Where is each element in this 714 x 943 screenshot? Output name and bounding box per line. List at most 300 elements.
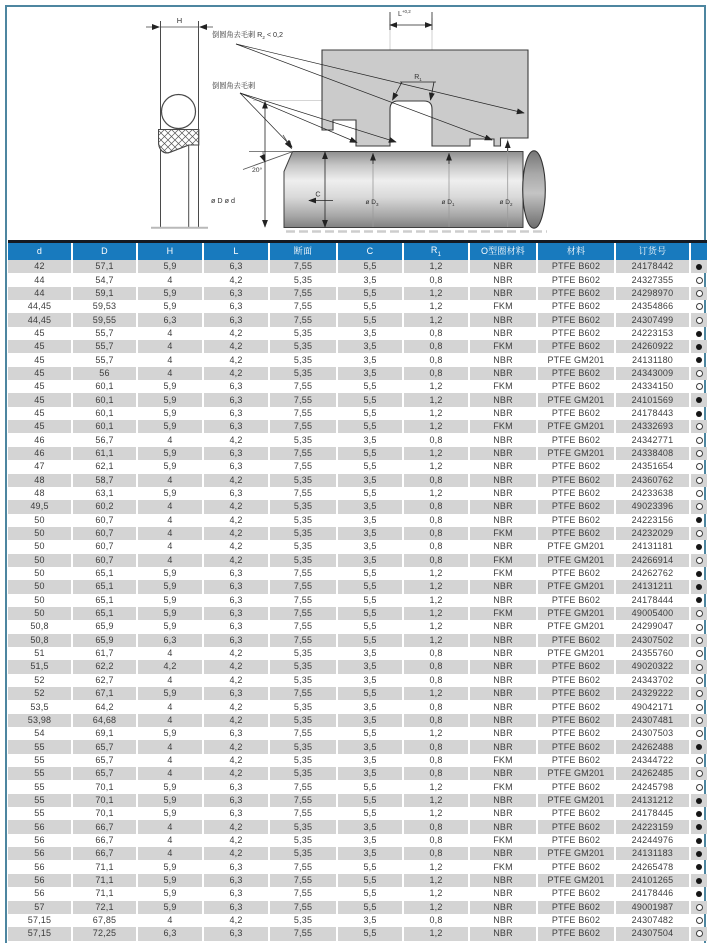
cell-H: 4 — [137, 527, 203, 540]
bore-dd-label: ø D ø d — [211, 196, 235, 205]
cell-R1: 0,8 — [403, 514, 469, 527]
cell-D: 57,1 — [72, 260, 137, 273]
cell-d: 56 — [34, 874, 45, 885]
cell-material: PTFE B602 — [537, 674, 615, 687]
cell-D: 72,25 — [72, 927, 137, 940]
cell-D: 55,7 — [72, 353, 137, 366]
cell-d: 51 — [34, 648, 45, 659]
cell-L: 4,2 — [203, 834, 269, 847]
availability-dot-filled — [696, 264, 702, 270]
cell-d: 50 — [34, 581, 45, 592]
cell-C: 3,5 — [337, 767, 403, 780]
cell-material: PTFE B602 — [537, 927, 615, 940]
cell-L: 4,2 — [203, 674, 269, 687]
cell-order-no: 24307502 — [615, 634, 690, 647]
availability-cell — [690, 874, 707, 887]
availability-dot-open — [696, 770, 703, 777]
cell-D: 64,68 — [72, 714, 137, 727]
availability-dot-open — [696, 530, 703, 537]
cell-section: 7,55 — [269, 567, 337, 580]
cell-D: 65,9 — [72, 620, 137, 633]
cell-d: 55 — [34, 754, 45, 765]
cell-oring-material: NBR — [469, 487, 537, 500]
dim-l — [390, 12, 432, 30]
cell-D: 59,55 — [72, 313, 137, 326]
cell-C: 5,5 — [337, 287, 403, 300]
table-row — [8, 540, 707, 553]
cell-section: 7,55 — [269, 807, 337, 820]
cell-order-no: 24131212 — [615, 794, 690, 807]
availability-dot-open — [696, 730, 703, 737]
cell-material: PTFE B602 — [537, 460, 615, 473]
cell-d: 48 — [34, 488, 45, 499]
cell-C: 3,5 — [337, 714, 403, 727]
cell-oring-material: NBR — [469, 674, 537, 687]
cell-L: 4,2 — [203, 714, 269, 727]
cell-H: 4 — [137, 474, 203, 487]
cell-order-no: 24355760 — [615, 647, 690, 660]
cell-C: 3,5 — [337, 327, 403, 340]
cell-D: 60,1 — [72, 420, 137, 433]
cell-order-no: 24131180 — [615, 353, 690, 366]
cell-C: 5,5 — [337, 727, 403, 740]
cell-R1: 0,8 — [403, 740, 469, 753]
table-row — [8, 714, 707, 727]
cell-material: PTFE B602 — [537, 634, 615, 647]
cell-oring-material: FKM — [469, 567, 537, 580]
cell-d: 50 — [34, 541, 45, 552]
cell-d: 55 — [34, 781, 45, 792]
cell-order-no: 24101569 — [615, 393, 690, 406]
cell-C: 5,5 — [337, 860, 403, 873]
cell-H: 4 — [137, 540, 203, 553]
table-row — [8, 567, 707, 580]
cell-d: 55 — [34, 741, 45, 752]
cell-L: 4,2 — [203, 700, 269, 713]
cell-section: 7,55 — [269, 460, 337, 473]
cell-H: 5,9 — [137, 860, 203, 873]
cell-d: 44 — [34, 287, 45, 298]
cell-H: 4 — [137, 740, 203, 753]
dia-d2-label: ø $D_2$ — [499, 199, 513, 207]
availability-cell — [690, 820, 707, 833]
cell-L: 4,2 — [203, 660, 269, 673]
cell-D: 59,1 — [72, 287, 137, 300]
cell-oring-material: NBR — [469, 407, 537, 420]
cell-material: PTFE GM201 — [537, 767, 615, 780]
cell-oring-material: NBR — [469, 393, 537, 406]
cell-oring-material: FKM — [469, 340, 537, 353]
cell-d: 56 — [34, 888, 45, 899]
cell-L: 4,2 — [203, 647, 269, 660]
cell-material: PTFE B602 — [537, 887, 615, 900]
cell-C: 5,5 — [337, 393, 403, 406]
availability-dot-filled — [696, 584, 702, 590]
cell-L: 4,2 — [203, 820, 269, 833]
availability-cell — [690, 914, 707, 927]
cell-oring-material: NBR — [469, 901, 537, 914]
cell-L: 6,3 — [203, 901, 269, 914]
cell-C: 3,5 — [337, 474, 403, 487]
cell-D: 65,1 — [72, 580, 137, 593]
cell-H: 5,9 — [137, 687, 203, 700]
cell-order-no: 24262485 — [615, 767, 690, 780]
cell-R1: 1,2 — [403, 874, 469, 887]
availability-cell — [690, 327, 707, 340]
table-row — [8, 580, 707, 593]
cell-H: 4 — [137, 554, 203, 567]
cell-R1: 0,8 — [403, 847, 469, 860]
cell-C: 5,5 — [337, 594, 403, 607]
cell-R1: 0,8 — [403, 914, 469, 927]
availability-cell — [690, 607, 707, 620]
cell-d: 54 — [34, 728, 45, 739]
availability-dot-open — [696, 757, 703, 764]
cell-oring-material: NBR — [469, 594, 537, 607]
cell-L: 4,2 — [203, 847, 269, 860]
cell-C: 3,5 — [337, 554, 403, 567]
cell-D: 55,7 — [72, 340, 137, 353]
cell-D: 61,7 — [72, 647, 137, 660]
availability-dot-open — [696, 317, 703, 324]
table-row — [8, 447, 707, 460]
availability-cell — [690, 567, 707, 580]
availability-cell — [690, 433, 707, 446]
availability-dot-open — [696, 490, 703, 497]
column-header-C: C — [337, 242, 403, 261]
dim-h-label: H — [176, 16, 183, 25]
cell-D: 66,7 — [72, 847, 137, 860]
cell-L: 6,3 — [203, 620, 269, 633]
availability-dot-filled — [696, 397, 702, 403]
table-row — [8, 474, 707, 487]
availability-dot-open — [696, 290, 703, 297]
radius-r1-label: $R_1$ — [414, 74, 422, 82]
cell-oring-material: FKM — [469, 780, 537, 793]
availability-cell — [690, 474, 707, 487]
cell-R1: 1,2 — [403, 380, 469, 393]
cell-material: PTFE GM201 — [537, 447, 615, 460]
cell-d: 45 — [34, 394, 45, 405]
availability-cell — [690, 620, 707, 633]
availability-cell — [690, 714, 707, 727]
cell-section: 5,35 — [269, 327, 337, 340]
availability-dot-open — [696, 370, 703, 377]
cell-material: PTFE B602 — [537, 660, 615, 673]
availability-dot-filled — [696, 597, 702, 603]
column-header-R1: $R_1$ — [403, 242, 469, 261]
cell-d: 50 — [34, 594, 45, 605]
cell-H: 4 — [137, 514, 203, 527]
cell-R1: 1,2 — [403, 927, 469, 940]
cell-material: PTFE B602 — [537, 313, 615, 326]
cell-H: 5,9 — [137, 380, 203, 393]
cell-d: 50 — [34, 568, 45, 579]
cell-L: 4,2 — [203, 474, 269, 487]
cell-d: 45 — [34, 341, 45, 352]
cell-order-no: 24178445 — [615, 807, 690, 820]
cell-C: 5,5 — [337, 687, 403, 700]
cell-oring-material: FKM — [469, 527, 537, 540]
availability-cell — [690, 273, 707, 286]
table-row — [8, 514, 707, 527]
cell-C: 3,5 — [337, 367, 403, 380]
cell-R1: 0,8 — [403, 540, 469, 553]
cell-d: 48 — [34, 474, 45, 485]
cell-D: 65,9 — [72, 634, 137, 647]
cell-material: PTFE B602 — [537, 914, 615, 927]
cell-order-no: 24245798 — [615, 780, 690, 793]
cell-oring-material: FKM — [469, 300, 537, 313]
cell-H: 4 — [137, 767, 203, 780]
table-row — [8, 594, 707, 607]
table-row — [8, 527, 707, 540]
availability-cell — [690, 393, 707, 406]
table-row — [8, 874, 707, 887]
cell-D: 60,1 — [72, 380, 137, 393]
cell-d: 55 — [34, 808, 45, 819]
cell-section: 7,55 — [269, 780, 337, 793]
cell-C: 5,5 — [337, 780, 403, 793]
cell-section: 7,55 — [269, 447, 337, 460]
cell-D: 60,7 — [72, 554, 137, 567]
cell-d: 42 — [34, 261, 45, 272]
cell-H: 5,9 — [137, 447, 203, 460]
cell-order-no: 24223159 — [615, 820, 690, 833]
column-header-oring-material: O型圈材料 — [469, 242, 537, 261]
cell-section: 7,55 — [269, 887, 337, 900]
cell-D: 63,1 — [72, 487, 137, 500]
cell-C: 5,5 — [337, 580, 403, 593]
cell-C: 5,5 — [337, 380, 403, 393]
availability-dot-filled — [696, 838, 702, 844]
availability-dot-open — [696, 677, 703, 684]
housing-block — [322, 50, 528, 146]
cell-L: 6,3 — [203, 780, 269, 793]
cell-oring-material: NBR — [469, 700, 537, 713]
cell-d: 44,45 — [27, 314, 52, 325]
cell-material: PTFE B602 — [537, 340, 615, 353]
cell-material: PTFE B602 — [537, 514, 615, 527]
cell-material: PTFE B602 — [537, 474, 615, 487]
cell-H: 4 — [137, 754, 203, 767]
cell-order-no: 24298970 — [615, 287, 690, 300]
cell-H: 5,9 — [137, 874, 203, 887]
cell-D: 56,7 — [72, 433, 137, 446]
cell-C: 3,5 — [337, 433, 403, 446]
cell-order-no: 24232029 — [615, 527, 690, 540]
availability-cell — [690, 380, 707, 393]
availability-cell — [690, 447, 707, 460]
cell-d: 57 — [34, 901, 45, 912]
cell-order-no: 24327355 — [615, 273, 690, 286]
cell-section: 5,35 — [269, 353, 337, 366]
availability-cell — [690, 514, 707, 527]
table-row — [8, 500, 707, 513]
cell-R1: 1,2 — [403, 300, 469, 313]
table-row — [8, 420, 707, 433]
availability-cell — [690, 407, 707, 420]
cell-order-no: 24223153 — [615, 327, 690, 340]
availability-dot-open — [696, 503, 703, 510]
cell-R1: 1,2 — [403, 634, 469, 647]
availability-dot-open — [696, 904, 703, 911]
availability-cell — [690, 554, 707, 567]
cell-H: 4 — [137, 700, 203, 713]
cell-D: 60,7 — [72, 527, 137, 540]
cell-oring-material: NBR — [469, 647, 537, 660]
cell-d: 53,5 — [30, 701, 49, 712]
availability-cell — [690, 780, 707, 793]
cell-L: 6,3 — [203, 380, 269, 393]
table-row — [8, 607, 707, 620]
cell-R1: 1,2 — [403, 794, 469, 807]
availability-cell — [690, 887, 707, 900]
cell-section: 7,55 — [269, 607, 337, 620]
availability-dot-filled — [696, 344, 702, 350]
column-header-D: D — [72, 242, 137, 261]
cell-order-no: 24178442 — [615, 260, 690, 273]
cell-L: 6,3 — [203, 874, 269, 887]
availability-cell — [690, 500, 707, 513]
cell-D: 65,7 — [72, 767, 137, 780]
cell-order-no: 24307503 — [615, 727, 690, 740]
cell-L: 4,2 — [203, 767, 269, 780]
cell-L: 6,3 — [203, 860, 269, 873]
cell-order-no: 24307504 — [615, 927, 690, 940]
cell-d: 46 — [34, 447, 45, 458]
callout-deburr: 倒圆角去毛刺 — [212, 81, 256, 90]
cell-R1: 0,8 — [403, 327, 469, 340]
column-header-order-no: 订货号 — [615, 242, 690, 261]
cell-order-no: 24260922 — [615, 340, 690, 353]
availability-cell — [690, 260, 707, 273]
cell-d: 50,8 — [30, 634, 49, 645]
cell-oring-material: NBR — [469, 727, 537, 740]
table-row — [8, 433, 707, 446]
cell-L: 6,3 — [203, 727, 269, 740]
cell-C: 5,5 — [337, 420, 403, 433]
cell-H: 4,2 — [137, 660, 203, 673]
cell-L: 6,3 — [203, 447, 269, 460]
cell-C: 5,5 — [337, 874, 403, 887]
column-header-L: L — [203, 242, 269, 261]
availability-cell — [690, 353, 707, 366]
cell-material: PTFE GM201 — [537, 580, 615, 593]
cell-R1: 0,8 — [403, 340, 469, 353]
availability-cell — [690, 740, 707, 753]
cell-d: 56 — [34, 848, 45, 859]
cell-H: 5,9 — [137, 487, 203, 500]
cell-L: 4,2 — [203, 433, 269, 446]
availability-dot-open — [696, 437, 703, 444]
cell-d: 57,15 — [27, 915, 52, 926]
availability-cell — [690, 527, 707, 540]
cell-section: 7,55 — [269, 260, 337, 273]
cell-H: 5,9 — [137, 287, 203, 300]
cell-D: 60,1 — [72, 407, 137, 420]
cell-d: 50 — [34, 514, 45, 525]
cell-D: 65,7 — [72, 754, 137, 767]
cell-D: 67,1 — [72, 687, 137, 700]
cell-oring-material: FKM — [469, 834, 537, 847]
cell-d: 56 — [34, 821, 45, 832]
cell-D: 59,53 — [72, 300, 137, 313]
cell-C: 3,5 — [337, 500, 403, 513]
cell-section: 5,35 — [269, 474, 337, 487]
cell-D: 58,7 — [72, 474, 137, 487]
cell-oring-material: NBR — [469, 914, 537, 927]
cell-C: 3,5 — [337, 754, 403, 767]
cell-D: 66,7 — [72, 834, 137, 847]
cell-R1: 1,2 — [403, 287, 469, 300]
seal-cross-section — [146, 21, 213, 228]
availability-dot-filled — [696, 517, 702, 523]
cell-oring-material: NBR — [469, 273, 537, 286]
cell-D: 72,1 — [72, 901, 137, 914]
cell-section: 7,55 — [269, 487, 337, 500]
table-row — [8, 740, 707, 753]
table-row — [8, 460, 707, 473]
availability-dot-open — [696, 463, 703, 470]
cell-material: PTFE B602 — [537, 901, 615, 914]
cell-R1: 0,8 — [403, 647, 469, 660]
cell-H: 6,3 — [137, 313, 203, 326]
cell-H: 6,3 — [137, 927, 203, 940]
availability-cell — [690, 460, 707, 473]
cell-oring-material: NBR — [469, 287, 537, 300]
cell-L: 6,3 — [203, 313, 269, 326]
cell-C: 3,5 — [337, 647, 403, 660]
cell-D: 71,1 — [72, 860, 137, 873]
cell-oring-material: FKM — [469, 754, 537, 767]
cell-order-no: 24178446 — [615, 887, 690, 900]
cell-R1: 1,2 — [403, 620, 469, 633]
cell-L: 4,2 — [203, 500, 269, 513]
cell-H: 4 — [137, 327, 203, 340]
cell-H: 5,9 — [137, 807, 203, 820]
cell-order-no: 24329222 — [615, 687, 690, 700]
cell-d: 56 — [34, 861, 45, 872]
cell-C: 5,5 — [337, 927, 403, 940]
cell-D: 54,7 — [72, 273, 137, 286]
cell-order-no: 24244976 — [615, 834, 690, 847]
table-row — [8, 353, 707, 366]
availability-cell — [690, 901, 707, 914]
cell-section: 7,55 — [269, 393, 337, 406]
cell-order-no: 24223156 — [615, 514, 690, 527]
cell-H: 4 — [137, 674, 203, 687]
column-header-availability — [690, 242, 707, 261]
cell-order-no: 49020322 — [615, 660, 690, 673]
cell-C: 5,5 — [337, 807, 403, 820]
cell-L: 6,3 — [203, 794, 269, 807]
cell-L: 6,3 — [203, 687, 269, 700]
header-row — [8, 242, 707, 261]
availability-dot-open — [696, 610, 703, 617]
cell-section: 5,35 — [269, 820, 337, 833]
cell-d: 55 — [34, 794, 45, 805]
dia-d1-label: ø $D_1$ — [441, 199, 455, 207]
cell-L: 6,3 — [203, 300, 269, 313]
cell-L: 4,2 — [203, 367, 269, 380]
availability-cell — [690, 300, 707, 313]
table-row — [8, 407, 707, 420]
column-header-section: 断面 — [269, 242, 337, 261]
availability-cell — [690, 727, 707, 740]
cell-oring-material: NBR — [469, 714, 537, 727]
cell-H: 4 — [137, 820, 203, 833]
